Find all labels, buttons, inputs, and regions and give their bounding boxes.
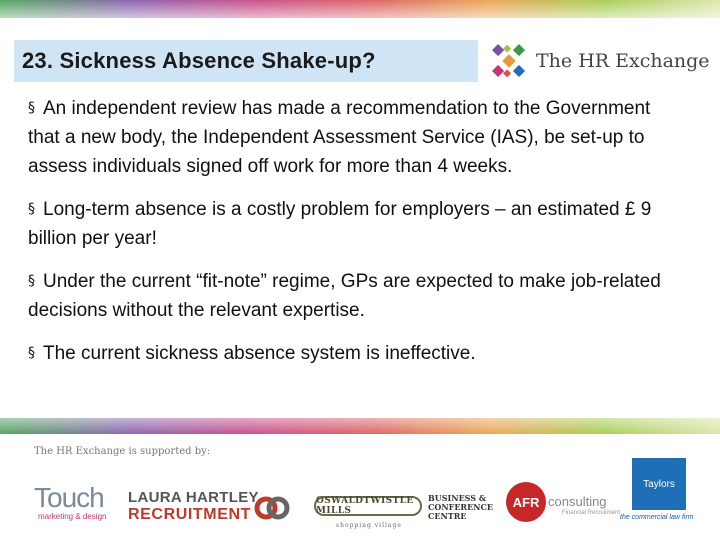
afr-consulting-label: consulting [548,494,607,509]
bullet-marker-icon: § [28,345,35,361]
business-conference-logo: BUSINESS & CONFERENCE CENTRE [428,493,493,521]
laura-hartley-logo: LAURA HARTLEY RECRUITMENT [128,489,259,523]
bullet-item: § Long-term absence is a costly problem for employers – an estimated £ 9 billion per year! [28,195,668,253]
top-color-stripe [0,0,720,18]
supported-by-label: The HR Exchange is supported by: [34,446,211,457]
taylors-logo: Taylors [632,458,686,510]
bullet-marker-icon: § [28,100,35,116]
taylors-tagline: the commercial law firm [620,514,694,521]
bullet-item: § The current sickness absence system is ineffective. [28,339,668,368]
slide-title: 23. Sickness Absence Shake-up? [22,48,376,73]
oswaldtwistle-mills-logo: OSWALDTWISTLE MILLS [314,496,422,516]
bullet-item: § Under the current “fit-note” regime, GPs are expected to make job-related decisions without the relevant expertise. [28,267,668,325]
bullet-marker-icon: § [28,273,35,289]
afr-subtitle: Financial Recruitment [562,510,621,516]
laura-hartley-mark-icon [254,490,290,522]
bullet-item: § An independent review has made a recommendation to the Government that a new body, the Independent Assessment Service (IAS), be set-up to assess individuals signed off work for more than 4 weeks. [28,94,668,181]
hr-exchange-logo [490,40,710,82]
brand-name: The HR Exchange [536,50,710,72]
touch-logo: Touch marketing & design [34,482,107,521]
bullet-list [28,94,668,382]
oswaldtwistle-subtitle: shopping village [336,522,402,529]
sponsor-logos [0,470,720,536]
afr-logo-mark: AFR [506,482,546,522]
bullet-marker-icon: § [28,201,35,217]
hr-exchange-mark-icon [490,42,528,80]
bottom-color-stripe [0,418,720,434]
title-box [14,40,478,82]
